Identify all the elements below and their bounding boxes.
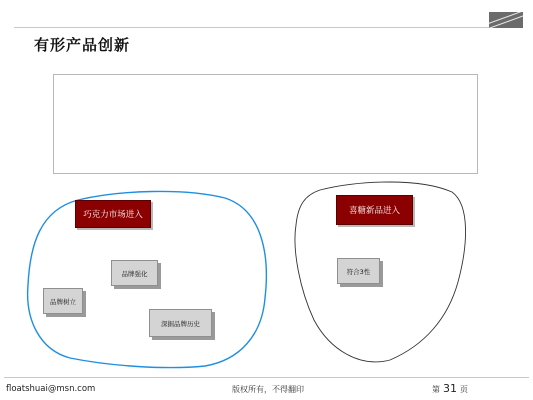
footer-copyright: 版权所有，不得翻印 <box>232 385 304 394</box>
brand-history-box: 深掘品牌历史 <box>149 309 212 337</box>
bottom-divider <box>4 377 529 378</box>
chocolate-market-entry-box: 巧克力市场进入 <box>75 200 151 228</box>
brand-build-box: 品牌树立 <box>43 288 83 314</box>
page-number <box>432 382 468 395</box>
page-suffix: 页 <box>460 385 468 394</box>
wedding-candy-entry-box: 喜糖新品进入 <box>336 195 413 225</box>
page-prefix: 第 <box>432 385 440 394</box>
slide-title: 有形产品创新 <box>34 36 131 54</box>
top-divider <box>14 27 519 28</box>
footer-email: floatshuai@msn.com <box>6 384 96 394</box>
page-number-value: 31 <box>443 382 457 395</box>
three-properties-box: 符合3性 <box>337 258 380 284</box>
corner-logo-icon <box>489 12 523 28</box>
brand-strengthen-box: 品牌强化 <box>111 260 158 286</box>
body-text-box <box>53 74 478 174</box>
